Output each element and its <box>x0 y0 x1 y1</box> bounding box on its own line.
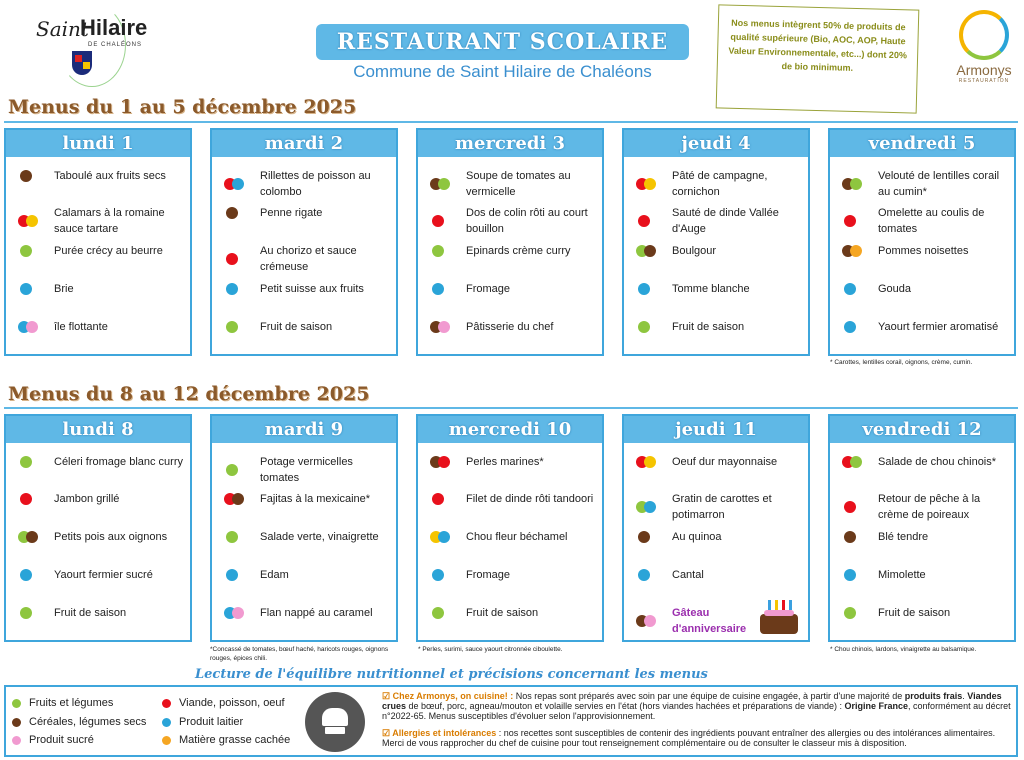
legend-item <box>162 697 285 709</box>
yellow-dot-icon <box>644 178 656 190</box>
green-dot-icon <box>638 321 650 333</box>
food-group-dots <box>18 321 44 333</box>
food-group-dots <box>18 170 44 182</box>
menu-item-label: Cantal <box>672 569 704 581</box>
day-card <box>828 128 1016 356</box>
menu-item <box>430 491 600 507</box>
food-group-dots <box>224 321 250 333</box>
red-dot-icon <box>844 215 856 227</box>
menu-item <box>18 205 188 237</box>
menu-item <box>224 567 394 583</box>
blue-dot-icon <box>438 531 450 543</box>
food-group-dots <box>430 531 456 543</box>
menu-item <box>430 454 600 470</box>
menu-item-label: Pommes noisettes <box>878 245 969 257</box>
armonys-circle-icon <box>959 10 1009 60</box>
armonys-sub: RESTAURATION <box>958 78 1010 84</box>
red-dot-icon <box>432 215 444 227</box>
brown-dot-icon <box>20 170 32 182</box>
menu-item-label: Fruit de saison <box>672 321 745 333</box>
day-header: mardi 2 <box>212 130 396 157</box>
menu-item <box>430 605 600 621</box>
food-group-dots <box>18 531 44 543</box>
blue-dot-icon <box>226 569 238 581</box>
food-group-dots <box>842 607 868 619</box>
page-title: RESTAURANT SCOLAIRE <box>336 29 669 55</box>
menu-item <box>18 243 188 259</box>
menu-item <box>224 319 394 335</box>
legend-item-label: Matière grasse cachée <box>179 734 291 746</box>
green-dot-icon <box>12 699 21 708</box>
menu-item <box>636 491 806 523</box>
menu-item-label: Pâté de campagne, cornichon <box>672 170 768 198</box>
menu-item-label: Edam <box>260 569 289 581</box>
menu-item <box>430 529 600 545</box>
week-2-divider <box>4 407 1018 409</box>
blue-dot-icon <box>162 718 171 727</box>
blue-dot-icon <box>20 569 32 581</box>
green-dot-icon <box>20 456 32 468</box>
green-dot-icon <box>438 178 450 190</box>
menu-item-label: Chou fleur béchamel <box>466 531 568 543</box>
menu-item-label: Epinards crème curry <box>466 245 571 257</box>
menu-item-label: Rillettes de poisson au colombo <box>260 170 371 198</box>
blue-dot-icon <box>20 283 32 295</box>
menu-item-label: Penne rigate <box>260 207 323 219</box>
day-header: mercredi 3 <box>418 130 602 157</box>
food-group-dots <box>18 245 44 257</box>
red-dot-icon <box>438 456 450 468</box>
menu-item-label: Yaourt fermier aromatisé <box>878 321 999 333</box>
green-dot-icon <box>226 531 238 543</box>
food-group-dots <box>636 456 662 468</box>
food-group-dots <box>636 501 662 513</box>
red-dot-icon <box>20 493 32 505</box>
quality-note: Nos menus intègrent 50% de produits de qualité supérieure (Bio, AOC, AOP, Haute Valeur Environnementale, etc...) dont 20% de bio minimum. <box>716 4 920 113</box>
menu-item-label: Jambon grillé <box>54 493 120 505</box>
day-card <box>210 128 398 356</box>
legend-item-label: Viande, poisson, oeuf <box>179 697 285 709</box>
legend-paragraph-allergies: ☑ Allergies et intolérances : nos recettes sont susceptibles de contenir des ingrédients pouvant entraîner des allergies ou des intolérances alimentaires. Merci de vous rapprocher du chef de cuisine pour tout renseignement complémentaire ou de consulter le classeur mis à disposition. <box>382 728 996 748</box>
menu-item <box>18 281 188 297</box>
food-group-dots <box>430 178 456 190</box>
food-group-dots <box>224 207 250 219</box>
menu-item-label: Retour de pêche à la crème de poireaux <box>878 493 981 521</box>
food-group-dots <box>842 215 868 227</box>
menu-item-label: Petits pois aux oignons <box>54 531 168 543</box>
legend-item-label: Céréales, légumes secs <box>29 716 147 728</box>
menu-item <box>636 168 806 200</box>
green-dot-icon <box>432 245 444 257</box>
page-title-box <box>316 24 689 60</box>
menu-item <box>636 281 806 297</box>
food-group-dots <box>224 531 250 543</box>
menu-item <box>430 168 600 200</box>
week-2-title: Menus du 8 au 12 décembre 2025 <box>8 383 370 405</box>
green-dot-icon <box>20 245 32 257</box>
food-group-dots <box>18 607 44 619</box>
food-group-dots <box>636 531 662 543</box>
food-group-dots <box>224 178 250 190</box>
cuisine-heading: ☑ Chez Armonys, on cuisine! : <box>382 691 514 701</box>
food-group-dots <box>430 493 456 505</box>
red-dot-icon <box>638 215 650 227</box>
menu-item-label: Brie <box>54 283 74 295</box>
food-group-dots <box>636 215 662 227</box>
green-dot-icon <box>226 321 238 333</box>
red-dot-icon <box>432 493 444 505</box>
orange-dot-icon <box>850 245 862 257</box>
green-dot-icon <box>850 178 862 190</box>
legend-item <box>162 734 290 746</box>
red-dot-icon <box>162 699 171 708</box>
food-group-dots <box>842 178 868 190</box>
blue-dot-icon <box>638 569 650 581</box>
food-group-dots <box>18 215 44 227</box>
menu-item-label: Blé tendre <box>878 531 929 543</box>
logo-name: Hilaire <box>80 15 148 40</box>
crest-icon <box>72 51 92 75</box>
menu-item <box>224 491 394 507</box>
menu-item-label: Yaourt fermier sucré <box>54 569 153 581</box>
brown-dot-icon <box>26 531 38 543</box>
menu-item-label: Au quinoa <box>672 531 722 543</box>
day-card <box>416 414 604 642</box>
day-header: jeudi 11 <box>624 416 808 443</box>
brown-dot-icon <box>644 245 656 257</box>
menu-item <box>224 529 394 545</box>
menu-item <box>636 567 806 583</box>
food-group-dots <box>636 245 662 257</box>
food-group-dots <box>842 456 868 468</box>
blue-dot-icon <box>432 569 444 581</box>
brown-dot-icon <box>232 493 244 505</box>
day-header: lundi 1 <box>6 130 190 157</box>
blue-dot-icon <box>644 501 656 513</box>
brown-dot-icon <box>226 207 238 219</box>
menu-item <box>430 281 600 297</box>
day-header: lundi 8 <box>6 416 190 443</box>
food-group-dots <box>430 283 456 295</box>
page-subtitle: Commune de Saint Hilaire de Chaléons <box>353 62 652 81</box>
menu-item <box>18 454 188 470</box>
menu-item <box>224 281 394 297</box>
menu-item <box>18 491 188 507</box>
brown-dot-icon <box>12 718 21 727</box>
menu-item <box>842 529 1012 545</box>
orange-dot-icon <box>162 736 171 745</box>
menu-item-label: Fruit de saison <box>878 607 951 619</box>
blue-dot-icon <box>844 321 856 333</box>
menu-item <box>842 168 1012 200</box>
food-group-dots <box>430 321 456 333</box>
food-group-dots <box>636 178 662 190</box>
day-card <box>622 128 810 356</box>
menu-item-label: Gouda <box>878 283 912 295</box>
footnote-w2-wed: * Perles, surimi, sauce yaourt citronnée ciboulette. <box>418 646 563 653</box>
logo-script: Saint <box>36 17 89 41</box>
week-1-title: Menus du 1 au 5 décembre 2025 <box>8 96 357 118</box>
yellow-dot-icon <box>26 215 38 227</box>
menu-item-label: Fruit de saison <box>54 607 127 619</box>
green-dot-icon <box>432 607 444 619</box>
yellow-dot-icon <box>644 456 656 468</box>
day-header: mardi 9 <box>212 416 396 443</box>
food-group-dots <box>224 607 250 619</box>
food-group-dots <box>842 569 868 581</box>
menu-item <box>636 319 806 335</box>
menu-item-label: Au chorizo et sauce crémeuse <box>260 245 357 273</box>
food-group-dots <box>430 456 456 468</box>
day-card <box>416 128 604 356</box>
menu-item <box>636 529 806 545</box>
green-dot-icon <box>20 607 32 619</box>
legend-item <box>12 697 113 709</box>
blue-dot-icon <box>232 178 244 190</box>
armonys-name: Armonys <box>956 62 1012 78</box>
food-group-dots <box>636 615 662 627</box>
menu-item-label: Salade verte, vinaigrette <box>260 531 379 543</box>
menu-item-label: Flan nappé au caramel <box>260 607 373 619</box>
food-group-dots <box>224 569 250 581</box>
legend-item-label: Produit sucré <box>29 734 94 746</box>
legend-title: Lecture de l'équilibre nutritionnel et précisions concernant les menus <box>195 667 708 682</box>
food-group-dots <box>636 321 662 333</box>
armonys-logo <box>948 8 1020 88</box>
menu-item-label: Oeuf dur mayonnaise <box>672 456 778 468</box>
menu-item-label: Mimolette <box>878 569 926 581</box>
menu-item <box>842 567 1012 583</box>
menu-item <box>224 243 394 275</box>
menu-item <box>224 605 394 621</box>
food-group-dots <box>430 607 456 619</box>
menu-item <box>430 243 600 259</box>
legend-item <box>162 716 243 728</box>
menu-item <box>18 168 188 184</box>
day-card <box>210 414 398 642</box>
menu-item-label: Sauté de dinde Vallée d'Auge <box>672 207 779 235</box>
menu-item <box>18 567 188 583</box>
menu-item <box>842 243 1012 259</box>
food-group-dots <box>18 283 44 295</box>
footnote-w1-fri: * Carottes, lentilles corail, oignons, crème, cumin. <box>830 359 973 366</box>
birthday-cake-icon <box>760 600 798 636</box>
menu-item-label: Fajitas à la mexicaine* <box>260 493 371 505</box>
day-card <box>4 128 192 356</box>
day-header: mercredi 10 <box>418 416 602 443</box>
menu-item-label: Potage vermicelles tomates <box>260 456 353 484</box>
red-dot-icon <box>226 253 238 265</box>
menu-item <box>842 605 1012 621</box>
menu-item-label: Petit suisse aux fruits <box>260 283 364 295</box>
menu-item <box>842 205 1012 237</box>
food-group-dots <box>842 283 868 295</box>
menu-item <box>18 319 188 335</box>
pink-dot-icon <box>644 615 656 627</box>
red-dot-icon <box>844 501 856 513</box>
menu-item-label: Taboulé aux fruits secs <box>54 170 166 182</box>
menu-item-label: Boulgour <box>672 245 717 257</box>
menu-item-label: Tomme blanche <box>672 283 750 295</box>
menu-item-label: Filet de dinde rôti tandoori <box>466 493 594 505</box>
day-header: vendredi 5 <box>830 130 1014 157</box>
brown-dot-icon <box>844 531 856 543</box>
menu-item-label: Fromage <box>466 283 511 295</box>
menu-item <box>430 567 600 583</box>
pink-dot-icon <box>232 607 244 619</box>
menu-item-label: Fromage <box>466 569 511 581</box>
blue-dot-icon <box>844 283 856 295</box>
food-group-dots <box>842 245 868 257</box>
week-1-divider <box>4 121 1018 123</box>
day-card <box>4 414 192 642</box>
menu-item <box>224 454 394 486</box>
food-group-dots <box>430 215 456 227</box>
green-dot-icon <box>844 607 856 619</box>
menu-item <box>224 205 394 221</box>
footnote-w2-fri: * Chou chinois, lardons, vinaigrette au balsamique. <box>830 646 977 653</box>
legend-item <box>12 716 146 728</box>
food-group-dots <box>224 283 250 295</box>
food-group-dots <box>18 569 44 581</box>
food-group-dots <box>18 456 44 468</box>
pink-dot-icon <box>438 321 450 333</box>
menu-item <box>430 205 600 237</box>
blue-dot-icon <box>844 569 856 581</box>
brown-dot-icon <box>638 531 650 543</box>
menu-item-label: Perles marines* <box>466 456 544 468</box>
pink-dot-icon <box>12 736 21 745</box>
menu-item-label: Omelette au coulis de tomates <box>878 207 985 235</box>
menu-item <box>430 319 600 335</box>
day-header: jeudi 4 <box>624 130 808 157</box>
menu-item-label: Pâtisserie du chef <box>466 321 554 333</box>
green-dot-icon <box>850 456 862 468</box>
food-group-dots <box>430 245 456 257</box>
menu-item-label: Céleri fromage blanc curry <box>54 456 183 468</box>
allergies-heading: ☑ Allergies et intolérances <box>382 728 497 738</box>
menu-item <box>636 205 806 237</box>
menu-item <box>18 605 188 621</box>
legend-paragraph-cuisine: ☑ Chez Armonys, on cuisine! : Nos repas sont préparés avec soin par une équipe de cuisine engagée, à partir d'une majorité de produits frais. Viandes crues de bœuf, porc, agneau/mouton et volaille servies en l'état (hors viandes hachées et préparations de viande) : Origine France, conformément au décret n°2022-65. Menus susceptibles d'évoluer selon l'approvisionnement. <box>382 691 1011 721</box>
food-group-dots <box>224 464 250 476</box>
food-group-dots <box>842 321 868 333</box>
footnote-w2-tue: *Concassé de tomates, bœuf haché, haricots rouges, oignons rouges, épices chili. <box>210 646 389 662</box>
menu-item-label: Velouté de lentilles corail au cumin* <box>878 170 1000 198</box>
legend-item <box>12 734 94 746</box>
menu-item <box>18 529 188 545</box>
legend-item-label: Produit laitier <box>179 716 244 728</box>
food-group-dots <box>636 283 662 295</box>
menu-item-label: Dos de colin rôti au court bouillon <box>466 207 588 235</box>
menu-item <box>224 168 394 200</box>
menu-item <box>842 454 1012 470</box>
food-group-dots <box>842 531 868 543</box>
menu-item <box>636 454 806 470</box>
green-dot-icon <box>226 464 238 476</box>
menu-item-label: Soupe de tomates au vermicelle <box>466 170 571 198</box>
menu-item <box>842 319 1012 335</box>
saint-hilaire-logo <box>30 5 150 83</box>
logo-sub: DE CHALÉONS <box>88 42 143 48</box>
legend-item-label: Fruits et légumes <box>29 697 114 709</box>
menu-item-label: île flottante <box>54 321 108 333</box>
menu-item-label: Gratin de carottes et potimarron <box>672 493 772 521</box>
menu-item-label: Salade de chou chinois* <box>878 456 997 468</box>
blue-dot-icon <box>226 283 238 295</box>
blue-dot-icon <box>638 283 650 295</box>
menu-item <box>842 281 1012 297</box>
food-group-dots <box>842 501 868 513</box>
menu-item-label: Fruit de saison <box>466 607 539 619</box>
chef-hat-icon <box>305 692 365 752</box>
day-header: vendredi 12 <box>830 416 1014 443</box>
menu-item <box>842 491 1012 523</box>
blue-dot-icon <box>432 283 444 295</box>
menu-item <box>636 243 806 259</box>
menu-item-label: Calamars à la romaine sauce tartare <box>54 207 165 235</box>
food-group-dots <box>636 569 662 581</box>
menu-item-label: Fruit de saison <box>260 321 333 333</box>
menu-item-label: Purée crécy au beurre <box>54 245 163 257</box>
day-card <box>828 414 1016 642</box>
food-group-dots <box>430 569 456 581</box>
pink-dot-icon <box>26 321 38 333</box>
food-group-dots <box>18 493 44 505</box>
food-group-dots <box>224 253 250 265</box>
menu-item-label: Gâteau d'anniversaire <box>672 607 747 635</box>
food-group-dots <box>224 493 250 505</box>
